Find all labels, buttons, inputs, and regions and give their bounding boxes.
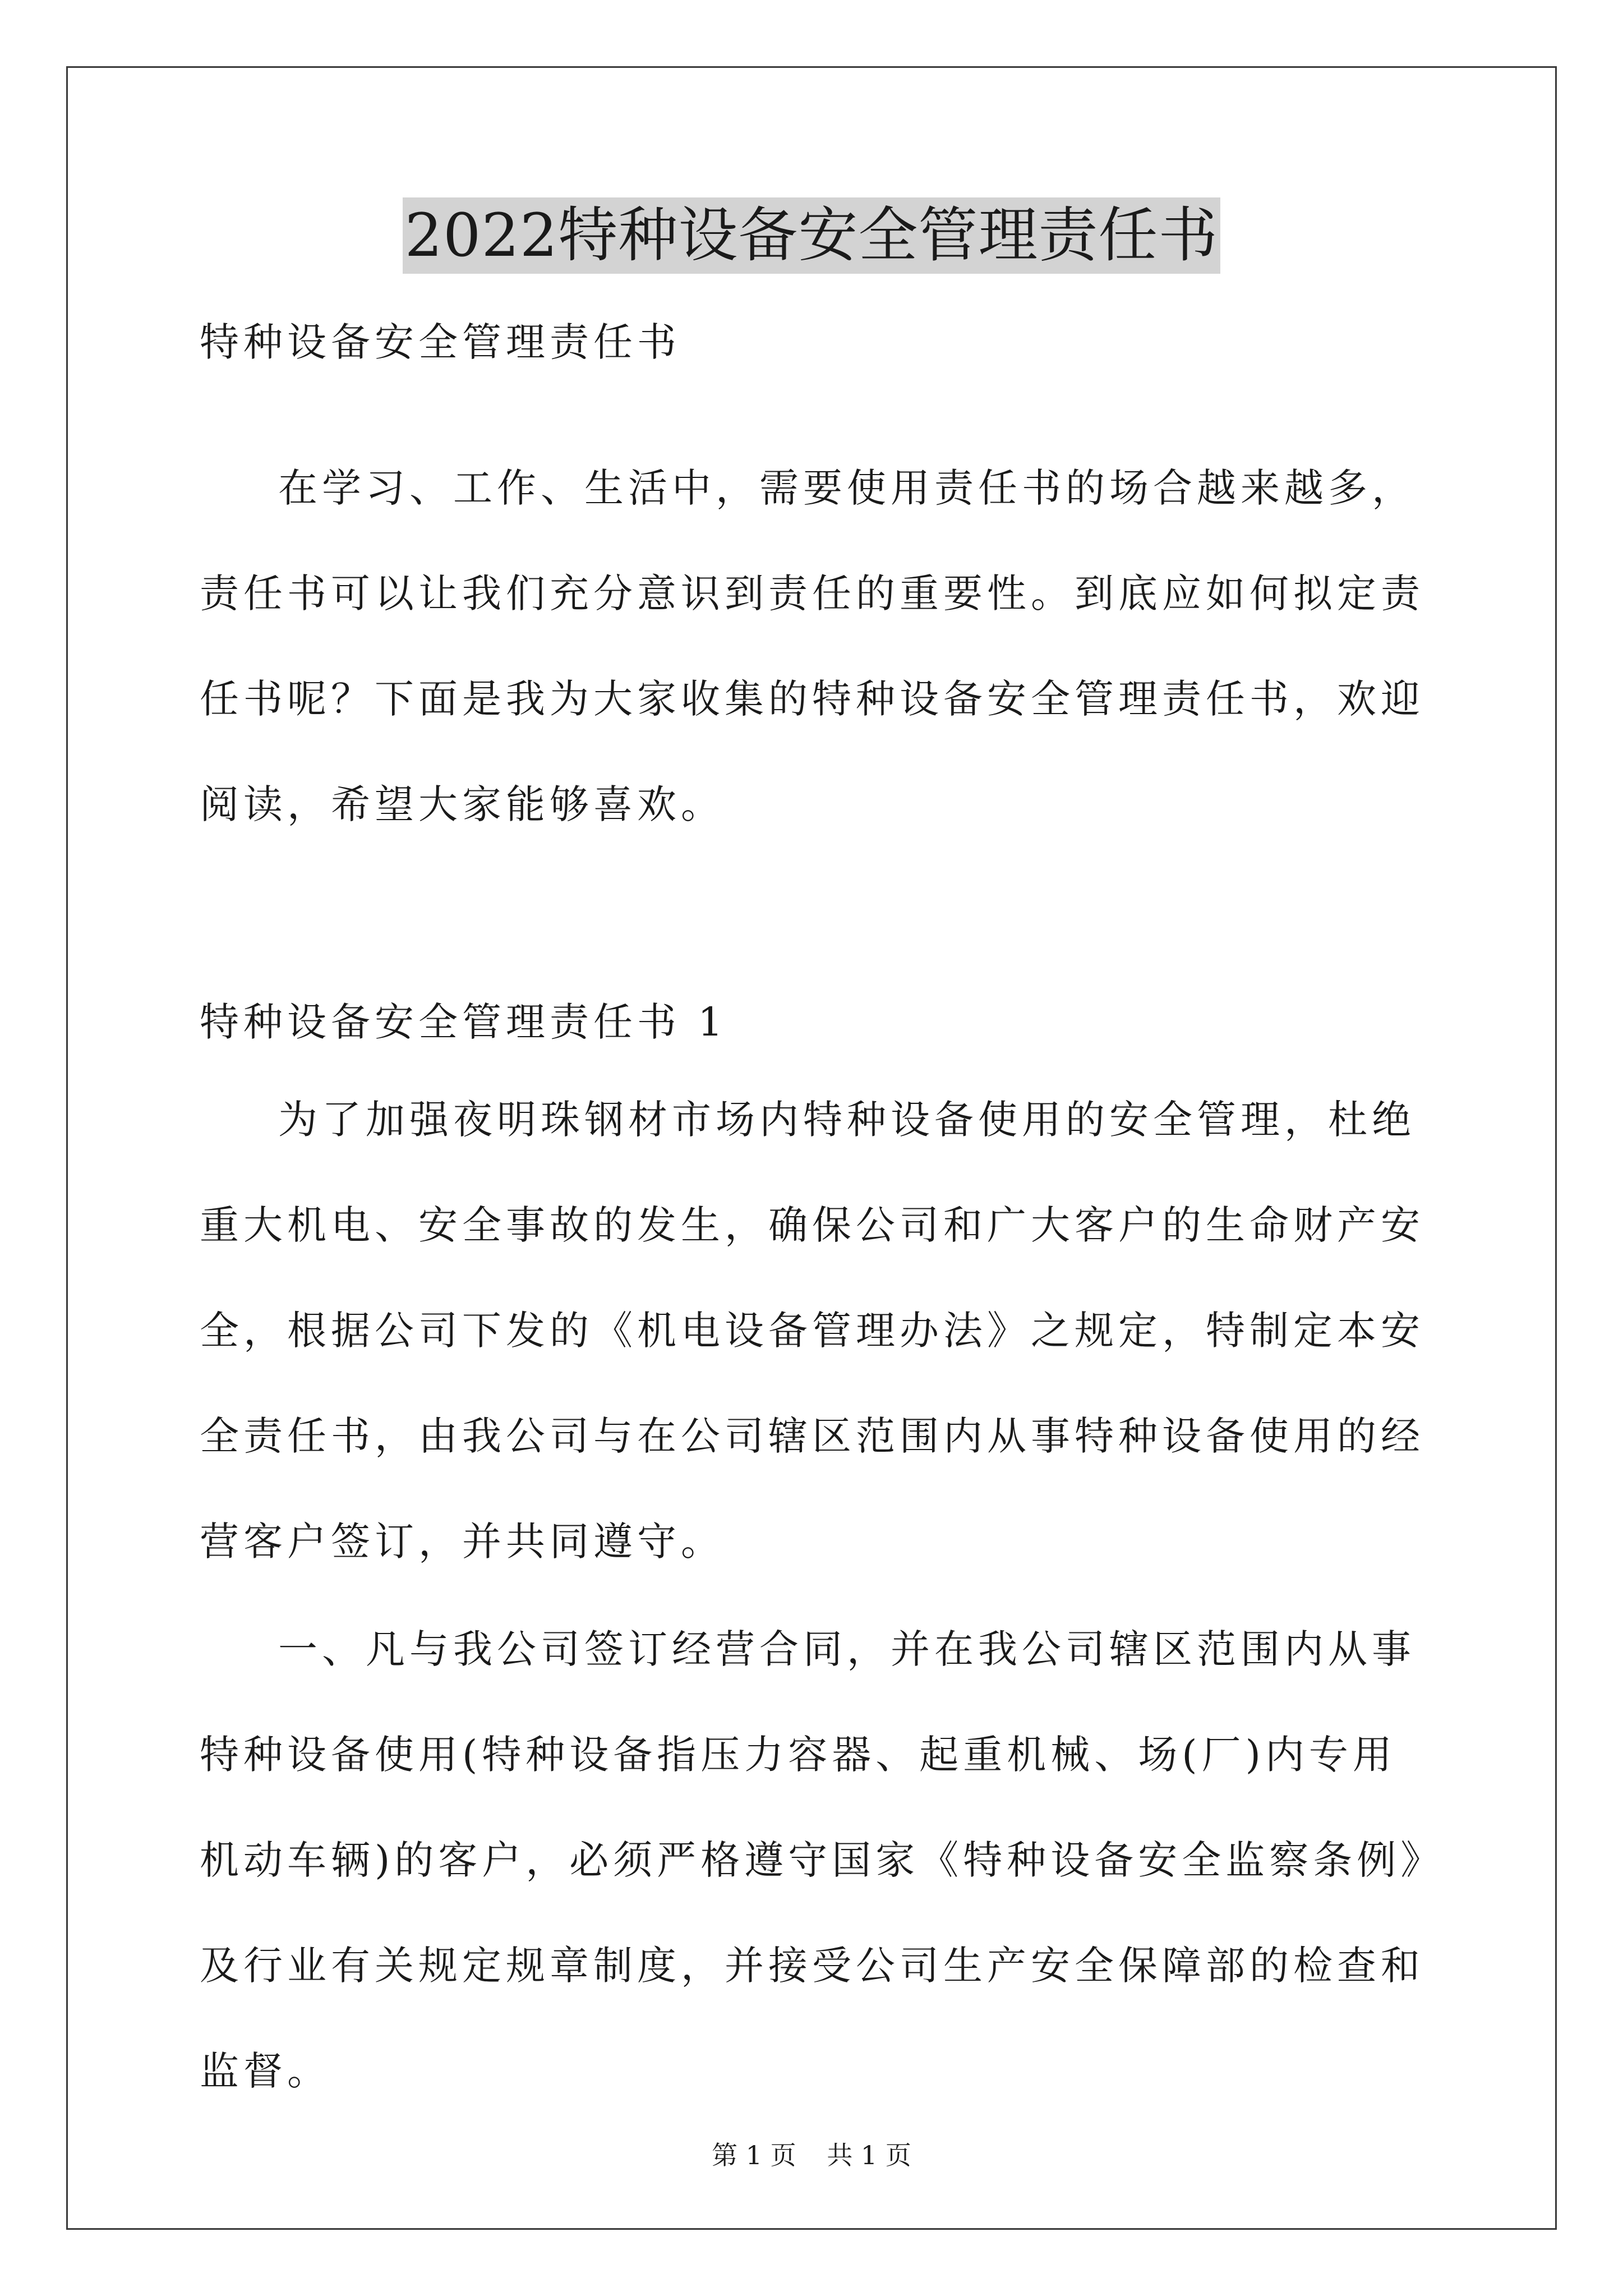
title-container — [0, 197, 1623, 274]
page-footer — [0, 2138, 1623, 2172]
intro-paragraph: 在学习、工作、生活中，需要使用责任书的场合越来越多，责任书可以让我们充分意识到责任的重要性。到底应如何拟定责任书呢？下面是我为大家收集的特种设备安全管理责任书，欢迎阅读，希望大家能够喜欢。 — [200, 465, 1424, 827]
document-subtitle: 特种设备安全管理责任书 — [200, 319, 681, 365]
page-total: 共 1 页 — [827, 2140, 911, 2170]
body-paragraph-1: 为了加强夜明珠钢材市场内特种设备使用的安全管理，杜绝重大机电、安全事故的发生，确保公司和广大客户的生命财产安全，根据公司下发的《机电设备管理办法》之规定，特制定本安全责任书，由我公司与在公司辖区范围内从事特种设备使用的经营客户签订，并共同遵守。 — [200, 1097, 1424, 1565]
body-paragraph-2: 一、凡与我公司签订经营合同，并在我公司辖区范围内从事特种设备使用(特种设备指压力容器、起重机械、场(厂)内专用机动车辆)的客户，必须严格遵守国家《特种设备安全监察条例》及行业有关规定规章制度，并接受公司生产安全保障部的检查和监督。 — [200, 1626, 1425, 2094]
section-heading: 特种设备安全管理责任书 1 — [200, 999, 727, 1045]
page-number: 第 1 页 — [712, 2140, 796, 2170]
document-title: 2022特种设备安全管理责任书 — [403, 197, 1221, 274]
